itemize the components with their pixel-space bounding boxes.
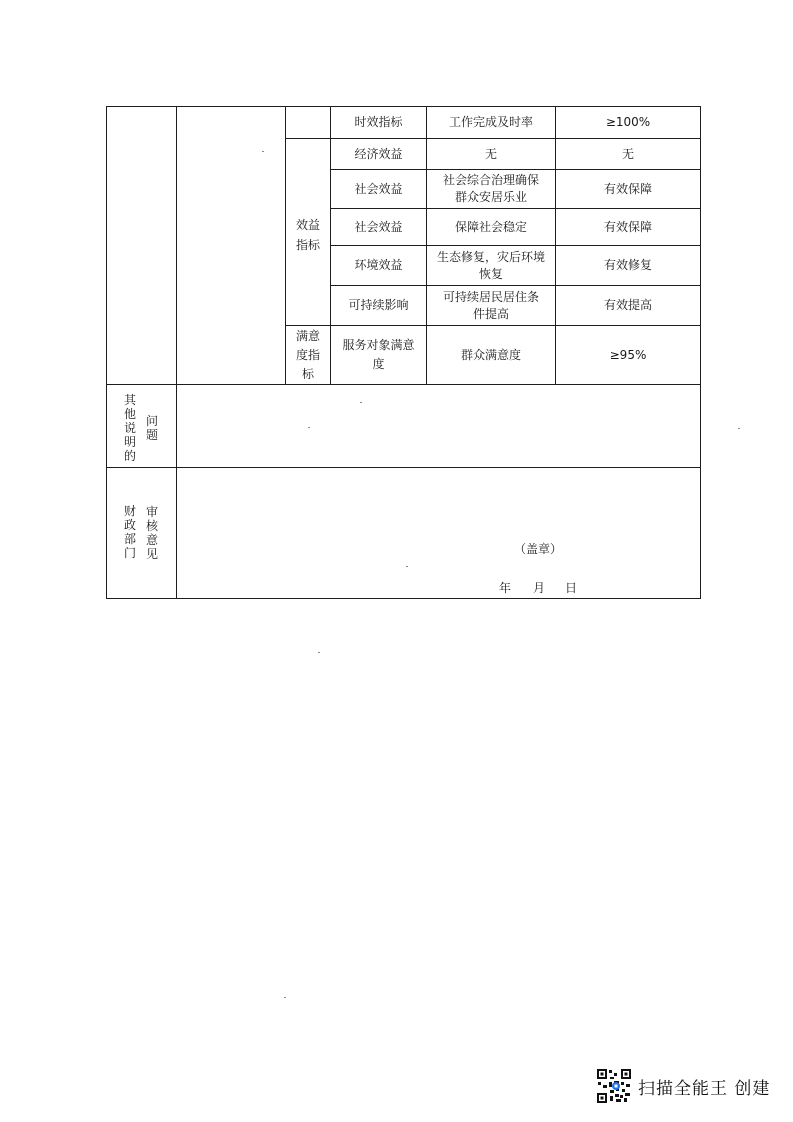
satisfaction-indicator-group-label: 满意 度指 标 <box>295 328 320 381</box>
qr-code-icon <box>596 1068 632 1104</box>
scan-speck <box>262 151 264 152</box>
target-cell: ≥100% <box>605 115 651 129</box>
date-day: 日 <box>564 580 577 595</box>
indicator-cell: 生态修复，灾后环境 恢复 <box>436 249 545 281</box>
other-notes-label-col1: 其他说明的 <box>123 393 136 463</box>
sub-indicator-cell: 时效指标 <box>354 115 403 129</box>
target-cell: 有效提高 <box>603 298 652 312</box>
scan-speck <box>738 428 740 429</box>
scan-speck <box>308 427 310 428</box>
target-cell: 无 <box>621 146 634 161</box>
sub-indicator-cell: 社会效益 <box>354 181 403 196</box>
watermark-text: 扫描全能王 创建 <box>638 1078 771 1099</box>
indicator-cell: 可持续居民居住条 件提高 <box>442 289 539 321</box>
scan-speck <box>284 997 286 998</box>
grid-line <box>106 106 107 599</box>
grid-line <box>106 467 701 468</box>
indicator-cell: 无 <box>484 146 497 161</box>
date-year: 年 <box>498 580 511 595</box>
indicator-cell: 社会综合治理确保 群众安居乐业 <box>442 173 539 204</box>
stamp-label: （盖章） <box>513 541 562 556</box>
scan-speck <box>360 402 362 403</box>
sub-indicator-cell: 社会效益 <box>354 219 403 234</box>
indicator-cell: 工作完成及时率 <box>448 115 533 129</box>
sub-indicator-cell: 服务对象满意 度 <box>342 338 415 371</box>
finance-label-col1: 财政部门 <box>123 504 136 560</box>
target-cell: 有效保障 <box>603 219 652 234</box>
date-month: 月 <box>532 580 545 595</box>
target-cell: 有效保障 <box>603 181 652 196</box>
other-notes-label-col2: 问题 <box>145 414 158 442</box>
indicator-cell: 群众满意度 <box>460 347 521 362</box>
scan-speck <box>318 652 320 653</box>
sub-indicator-cell: 经济效益 <box>354 146 403 161</box>
other-notes-content <box>177 385 700 467</box>
target-cell: 有效修复 <box>603 258 652 272</box>
grid-line <box>176 106 177 599</box>
benefit-indicator-group-label: 效益 指标 <box>295 218 320 252</box>
sub-indicator-cell: 环境效益 <box>354 258 403 272</box>
grid-line <box>700 106 701 599</box>
finance-label-col2: 审核意见 <box>145 505 158 561</box>
scanner-watermark <box>596 1068 770 1104</box>
grid-line <box>106 598 701 599</box>
scan-speck <box>406 566 408 567</box>
indicator-cell: 保障社会稳定 <box>454 219 527 234</box>
target-cell: ≥95% <box>609 347 647 362</box>
sub-indicator-cell: 可持续影响 <box>348 298 409 312</box>
